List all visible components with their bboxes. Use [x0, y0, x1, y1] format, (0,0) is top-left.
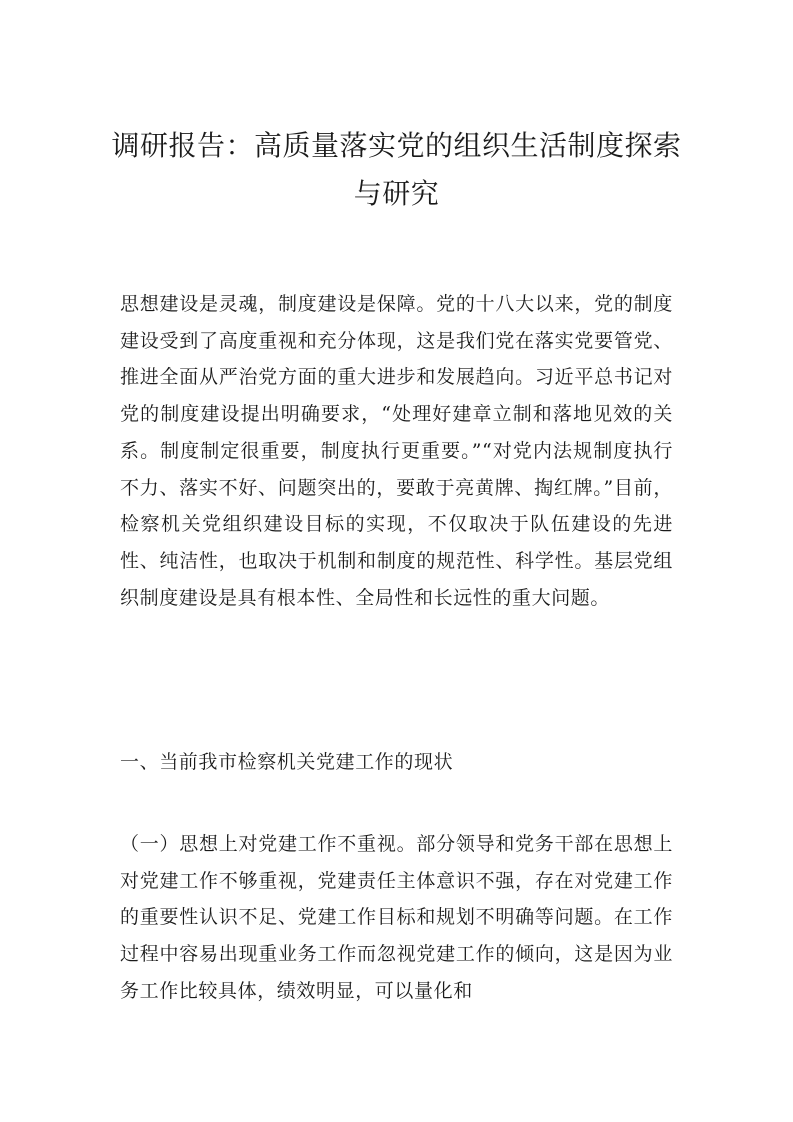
paragraph-intro: 思想建设是灵魂，制度建设是保障。党的十八大以来，党的制度建设受到了高度重视和充分体现，这是我们党在落实党要管党、推进全面从严治党方面的重大进步和发展趋向。习近平总书记对党的制度建设提出明确要求，“处理好建章立制和落地见效的关系。制度制定很重要，制度执行更重要。”“对党内法规制度执行不力、落实不好、问题突出的，要敢于亮黄牌、掏红牌。”目前，检察机关党组织建设目标的实现，不仅取决于队伍建设的先进性、纯洁性，也取决于机制和制度的规范性、科学性。基层党组织制度建设是具有根本性、全局性和长远性的重大问题。: [120, 293, 673, 609]
section-heading: 一、当前我市检察机关党建工作的现状: [120, 751, 454, 773]
paragraph-section-1: （一）思想上对党建工作不重视。部分领导和党务干部在思想上对党建工作不够重视，党建责任主体意识不强，存在对党建工作的重要性认识不足、党建工作目标和规划不明确等问题。在工作过程中容易出现重业务工作而忽视党建工作的倾向，这是因为业务工作比较具体，绩效明显，可以量化和: [120, 833, 673, 1002]
document-title: 调研报告：高质量落实党的组织生活制度探索与研究: [111, 129, 682, 210]
